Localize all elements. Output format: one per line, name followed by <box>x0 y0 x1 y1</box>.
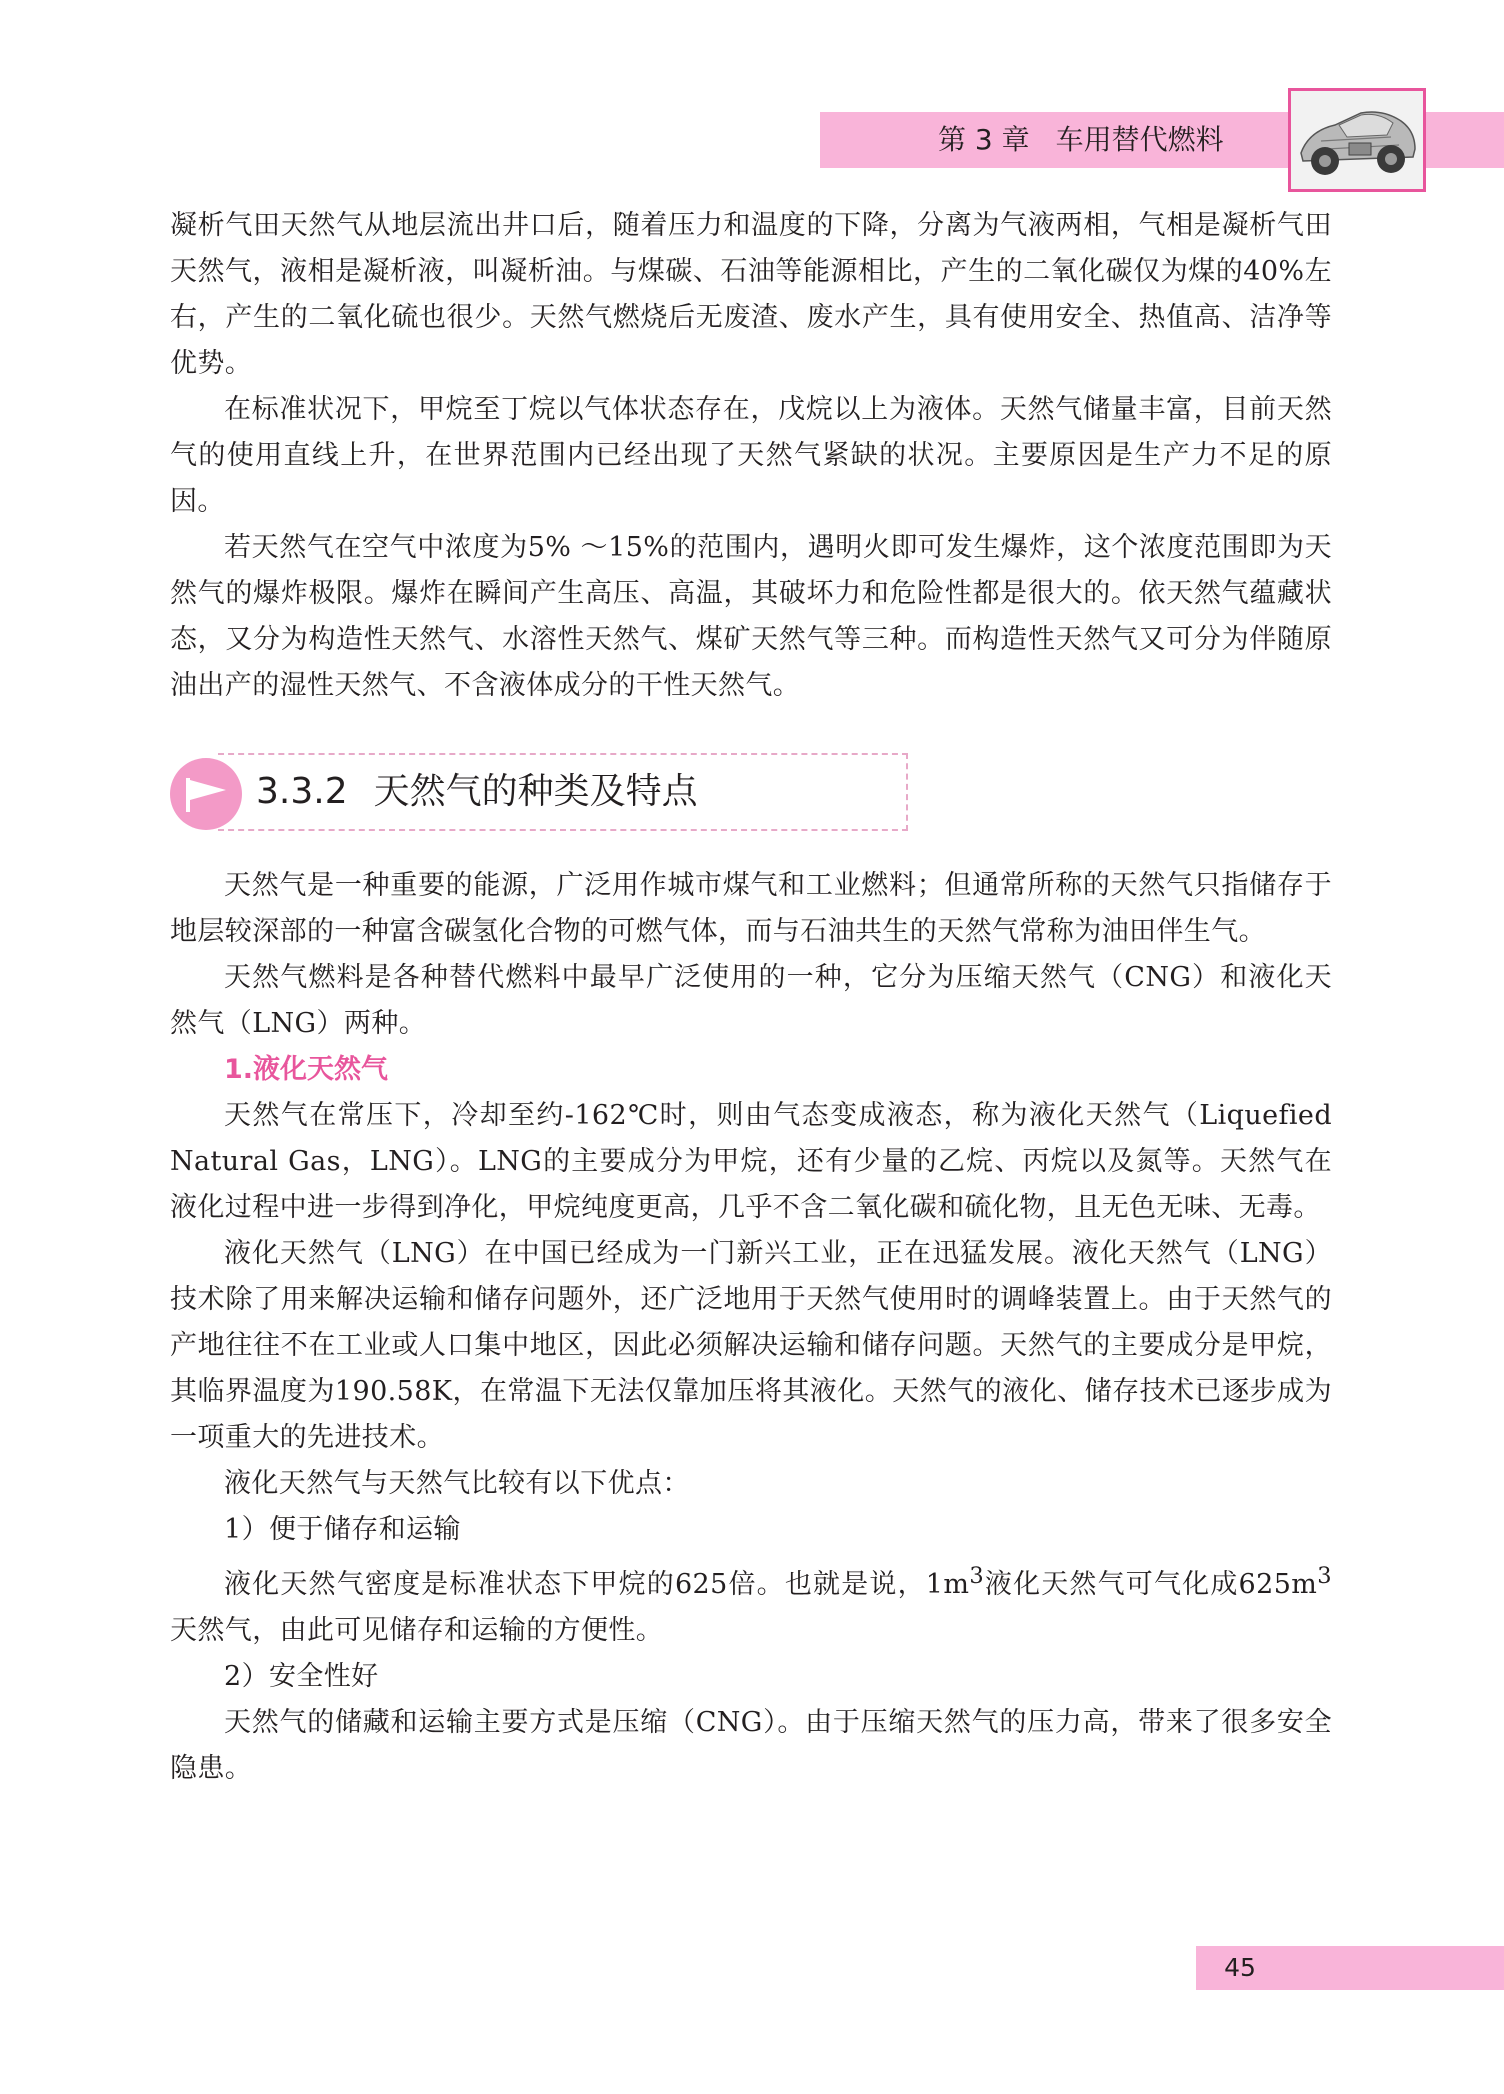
paragraph: 在标准状况下，甲烷至丁烷以气体状态存在，戊烷以上为液体。天然气储量丰富，目前天然气的使用直线上升，在世界范围内已经出现了天然气紧缺的状况。主要原因是生产力不足的原因。 <box>170 394 1332 517</box>
superscript: 3 <box>969 1563 985 1589</box>
chapter-label: 第 3 章 <box>938 123 1030 156</box>
section-name: 天然气的种类及特点 <box>373 771 698 812</box>
advantage-1-text-a: 液化天然气密度是标准状态下甲烷的625倍。也就是说，1m <box>224 1569 970 1600</box>
advantage-1-text-c: 天然气，由此可见储存和运输的方便性。 <box>170 1615 664 1646</box>
section-title <box>256 753 698 831</box>
subsection-heading: 1.液化天然气 <box>224 1054 389 1085</box>
advantage-1-text <box>170 1553 1332 1654</box>
advantage-2-title: 2）安全性好 <box>224 1661 379 1692</box>
advantage-1-text-b: 液化天然气可气化成625m <box>984 1569 1318 1600</box>
paragraph: 天然气在常压下，冷却至约-162℃时，则由气态变成液态，称为液化天然气（Liquefied Natural Gas，LNG）。LNG的主要成分为甲烷，还有少量的乙烷、丙烷以及氮等。天然气在液化过程中进一步得到净化，甲烷纯度更高，几乎不含二氧化碳和硫化物，且无色无味、无毒。 <box>170 1100 1332 1223</box>
page-content <box>170 203 1332 1792</box>
car-chassis-icon <box>1291 91 1423 189</box>
chapter-name: 车用替代燃料 <box>1055 123 1224 156</box>
chapter-title <box>938 120 1224 160</box>
paragraph-continued: 凝析气田天然气从地层流出井口后，随着压力和温度的下降，分离为气液两相，气相是凝析气田天然气，液相是凝析液，叫凝析油。与煤碳、石油等能源相比，产生的二氧化碳仅为煤的40%左右，产生的二氧化硫也很少。天然气燃烧后无废渣、废水产生，具有使用安全、热值高、洁净等优势。 <box>170 210 1332 379</box>
paragraph: 液化天然气（LNG）在中国已经成为一门新兴工业，正在迅猛发展。液化天然气（LNG）技术除了用来解决运输和储存问题外，还广泛地用于天然气使用时的调峰装置上。由于天然气的产地往往不在工业或人口集中地区，因此必须解决运输和储存问题。天然气的主要成分是甲烷，其临界温度为190.58K，在常温下无法仅靠加压将其液化。天然气的液化、储存技术已逐步成为一项重大的先进技术。 <box>170 1238 1332 1453</box>
advantage-2-text: 天然气的储藏和运输主要方式是压缩（CNG）。由于压缩天然气的压力高，带来了很多安全隐患。 <box>170 1707 1332 1784</box>
superscript: 3 <box>1317 1563 1333 1589</box>
page-number: 45 <box>1224 1953 1256 1982</box>
section-heading <box>170 753 1332 841</box>
section-number: 3.3.2 <box>256 771 348 812</box>
paragraph: 若天然气在空气中浓度为5% ～15%的范围内，遇明火即可发生爆炸，这个浓度范围即为天然气的爆炸极限。爆炸在瞬间产生高压、高温，其破坏力和危险性都是很大的。依天然气蕴藏状态，又分为构造性天然气、水溶性天然气、煤矿天然气等三种。而构造性天然气又可分为伴随原油出产的湿性天然气、不含液体成分的干性天然气。 <box>170 532 1332 701</box>
paragraph: 天然气是一种重要的能源，广泛用作城市煤气和工业燃料；但通常所称的天然气只指储存于地层较深部的一种富含碳氢化合物的可燃气体，而与石油共生的天然气常称为油田伴生气。 <box>170 870 1332 947</box>
advantage-1-title: 1）便于储存和运输 <box>224 1514 461 1545</box>
chapter-header-image <box>1288 88 1426 192</box>
paragraph: 天然气燃料是各种替代燃料中最早广泛使用的一种，它分为压缩天然气（CNG）和液化天然气（LNG）两种。 <box>170 962 1332 1039</box>
section-heading-badge <box>170 758 242 830</box>
paragraph: 液化天然气与天然气比较有以下优点： <box>224 1468 690 1499</box>
flag-icon <box>170 758 242 830</box>
